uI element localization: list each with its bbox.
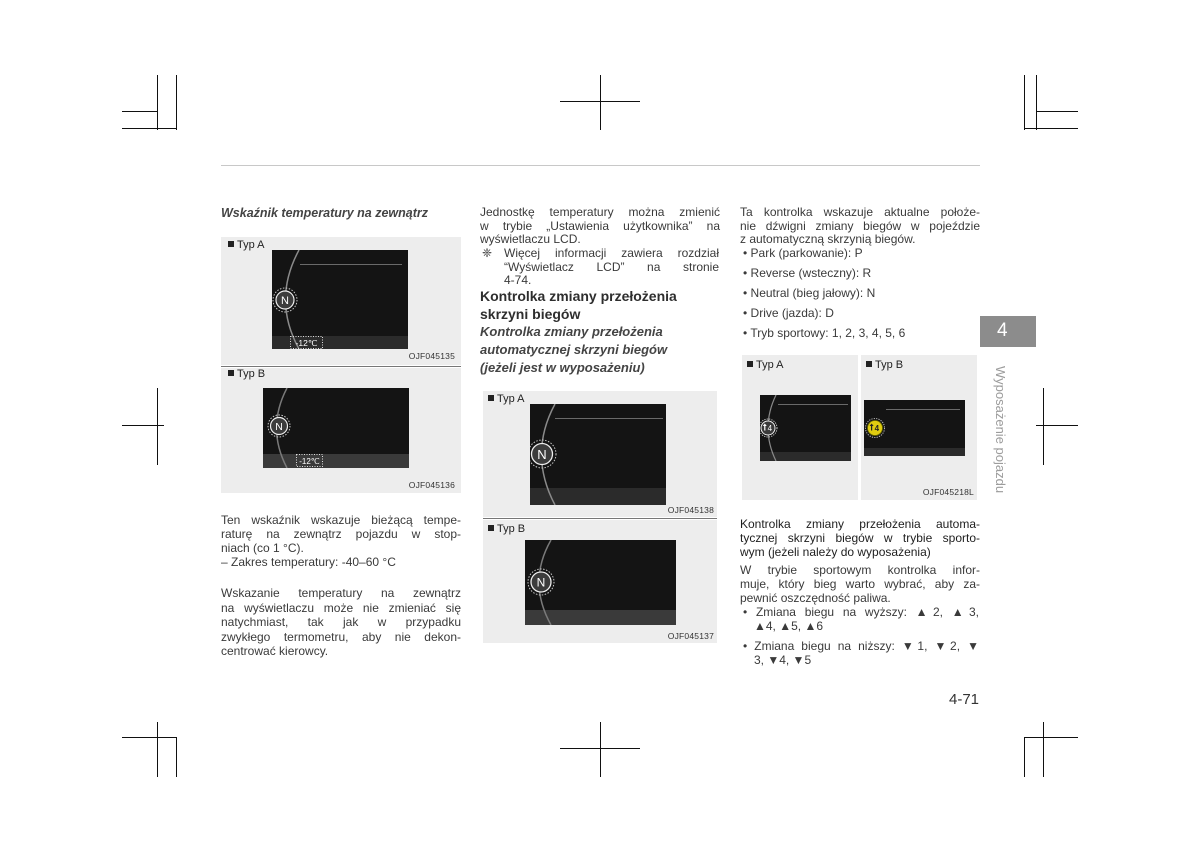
gear-value: N [537, 447, 547, 462]
text-line: Jednostkę temperatury można zmienić [480, 205, 720, 219]
text-line: z automatyczną skrzynią biegów. [740, 232, 916, 247]
square-bullet-icon [228, 241, 234, 247]
gear-value: N [281, 295, 289, 307]
page-number: 4-71 [949, 691, 980, 708]
outside-temp-value: -12℃ [295, 338, 318, 348]
gear-value: 4 [874, 424, 880, 433]
heading-line: (jeżeli jest w wyposażeniu) [480, 360, 645, 375]
chapter-tab [980, 316, 1036, 347]
list-item: • Neutral (bieg jałowy): N [743, 286, 876, 300]
unit-change-paragraph [480, 205, 720, 246]
figure-gear-typ-b [483, 520, 717, 643]
text-line: muje, który bieg warto wybrać, aby za- [740, 577, 980, 591]
gear-value: N [536, 575, 546, 590]
text-line: Wskazanie temperatury na zewnątrz [221, 586, 461, 600]
heading-line: Kontrolka zmiany przełożenia automa- [740, 517, 980, 531]
gear-value: 4 [767, 424, 773, 433]
text-line: natychmiast, tak jak w przypadku [221, 615, 461, 629]
upshift-item [743, 605, 979, 633]
heading-line: Kontrolka zmiany przełożenia [480, 324, 663, 339]
square-bullet-icon [488, 525, 494, 531]
figure-label: Typ A [228, 239, 265, 251]
square-bullet-icon [488, 395, 494, 401]
figure-code: OJF045138 [667, 505, 714, 515]
list-item: • Tryb sportowy: 1, 2, 3, 4, 5, 6 [743, 326, 906, 340]
sport-mode-paragraph [740, 563, 980, 605]
list-item-continuation: ▲4, ▲5, ▲6 [754, 619, 823, 633]
heading-line: automatycznej skrzyni biegów [480, 342, 668, 357]
text-line: na wyświetlaczu może nie zmieniać się [221, 600, 461, 615]
figure-label: Typ B [488, 523, 525, 535]
text-line: – Zakres temperatury: -40–60 °C [221, 555, 396, 569]
figure-label: Typ A [488, 393, 525, 405]
text-line: wyświetlaczu LCD. [480, 232, 581, 247]
cluster-display [263, 388, 409, 468]
text-line: niach (co 1 °C). [221, 541, 304, 555]
section-heading [480, 287, 720, 323]
text-line: Więcej informacji zawiera rozdział [504, 246, 719, 260]
chapter-number: 4 [997, 320, 1008, 341]
figure-gear-typ-a [483, 391, 717, 517]
chapter-title: Wyposażenie pojazdu [993, 366, 1008, 494]
list-item-continuation: 3, ▼4, ▼5 [754, 653, 812, 667]
text-line: 4-74. [504, 273, 532, 288]
heading-line: wym (jeżeli należy do wyposażenia) [740, 545, 931, 559]
list-item: • Reverse (wsteczny): R [743, 266, 872, 280]
reference-note [480, 246, 720, 287]
gear-value: N [275, 421, 283, 433]
section-heading: Wskaźnik temperatury na zewnątrz [221, 206, 429, 220]
figure-panel-typ-b [861, 355, 977, 500]
figure-label: Typ A [747, 359, 784, 371]
list-item: • Park (parkowanie): P [743, 246, 863, 260]
sport-mode-heading [740, 517, 980, 559]
figure-temp-typ-a [221, 237, 461, 365]
cluster-display [864, 400, 965, 456]
square-bullet-icon [747, 361, 753, 367]
text-line: zwykłego termometru, aby nie dekon- [221, 629, 461, 644]
heading-line: Kontrolka zmiany przełożenia [480, 288, 677, 304]
indicator-description [740, 205, 980, 246]
figure-temp-typ-b [221, 368, 461, 493]
figure-code: OJF045137 [667, 631, 714, 641]
text-line: “Wyświetlacz LCD” na stronie [504, 259, 719, 274]
text-line: W trybie sportowym kontrolka infor- [740, 563, 980, 577]
text-line: Ta kontrolka wskazuje aktualne położe- [740, 205, 980, 219]
figure-label: Typ B [866, 359, 903, 371]
figure-sport-mode [742, 355, 977, 500]
cluster-display [272, 250, 408, 349]
square-bullet-icon [228, 370, 234, 376]
heading-line: tycznej skrzyni biegów w trybie sporto- [740, 531, 980, 545]
note-symbol-icon: ❈ [482, 246, 493, 260]
figure-code: OJF045135 [408, 351, 455, 361]
cluster-display [530, 404, 666, 505]
text-line: w trybie „Ustawienia użytkownika” na [480, 218, 720, 233]
section-subheading [480, 323, 720, 377]
text-line: raturę na zewnątrz pojazdu w stop- [221, 527, 461, 541]
figure-code: OJF045218L [922, 487, 974, 497]
temperature-description [221, 513, 461, 569]
figure-divider [483, 518, 717, 519]
figure-panel-typ-a [742, 355, 858, 500]
figure-label: Typ B [228, 368, 265, 380]
text-line: pewnić oszczędność paliwa. [740, 591, 891, 605]
cluster-display [760, 395, 851, 461]
cluster-display [525, 540, 676, 625]
list-item: • Zmiana biegu na niższy: ▼1, ▼2, ▼ [743, 639, 979, 653]
figure-code: OJF045136 [408, 480, 455, 490]
list-item: • Zmiana biegu na wyższy: ▲2, ▲3, [743, 605, 979, 619]
outside-temp-value: -12℃ [299, 457, 320, 466]
temperature-note-paragraph [221, 586, 461, 659]
gear-mode-list [743, 246, 979, 346]
figure-divider [221, 366, 461, 367]
text-line: Ten wskaźnik wskazuje bieżącą tempe- [221, 513, 461, 527]
square-bullet-icon [866, 361, 872, 367]
list-item: • Drive (jazda): D [743, 306, 834, 320]
downshift-item [743, 639, 979, 667]
text-line: nie dźwigni zmiany biegów w pojeździe [740, 218, 980, 233]
text-line: centrować kierowcy. [221, 644, 329, 658]
heading-line: skrzyni biegów [480, 306, 581, 322]
